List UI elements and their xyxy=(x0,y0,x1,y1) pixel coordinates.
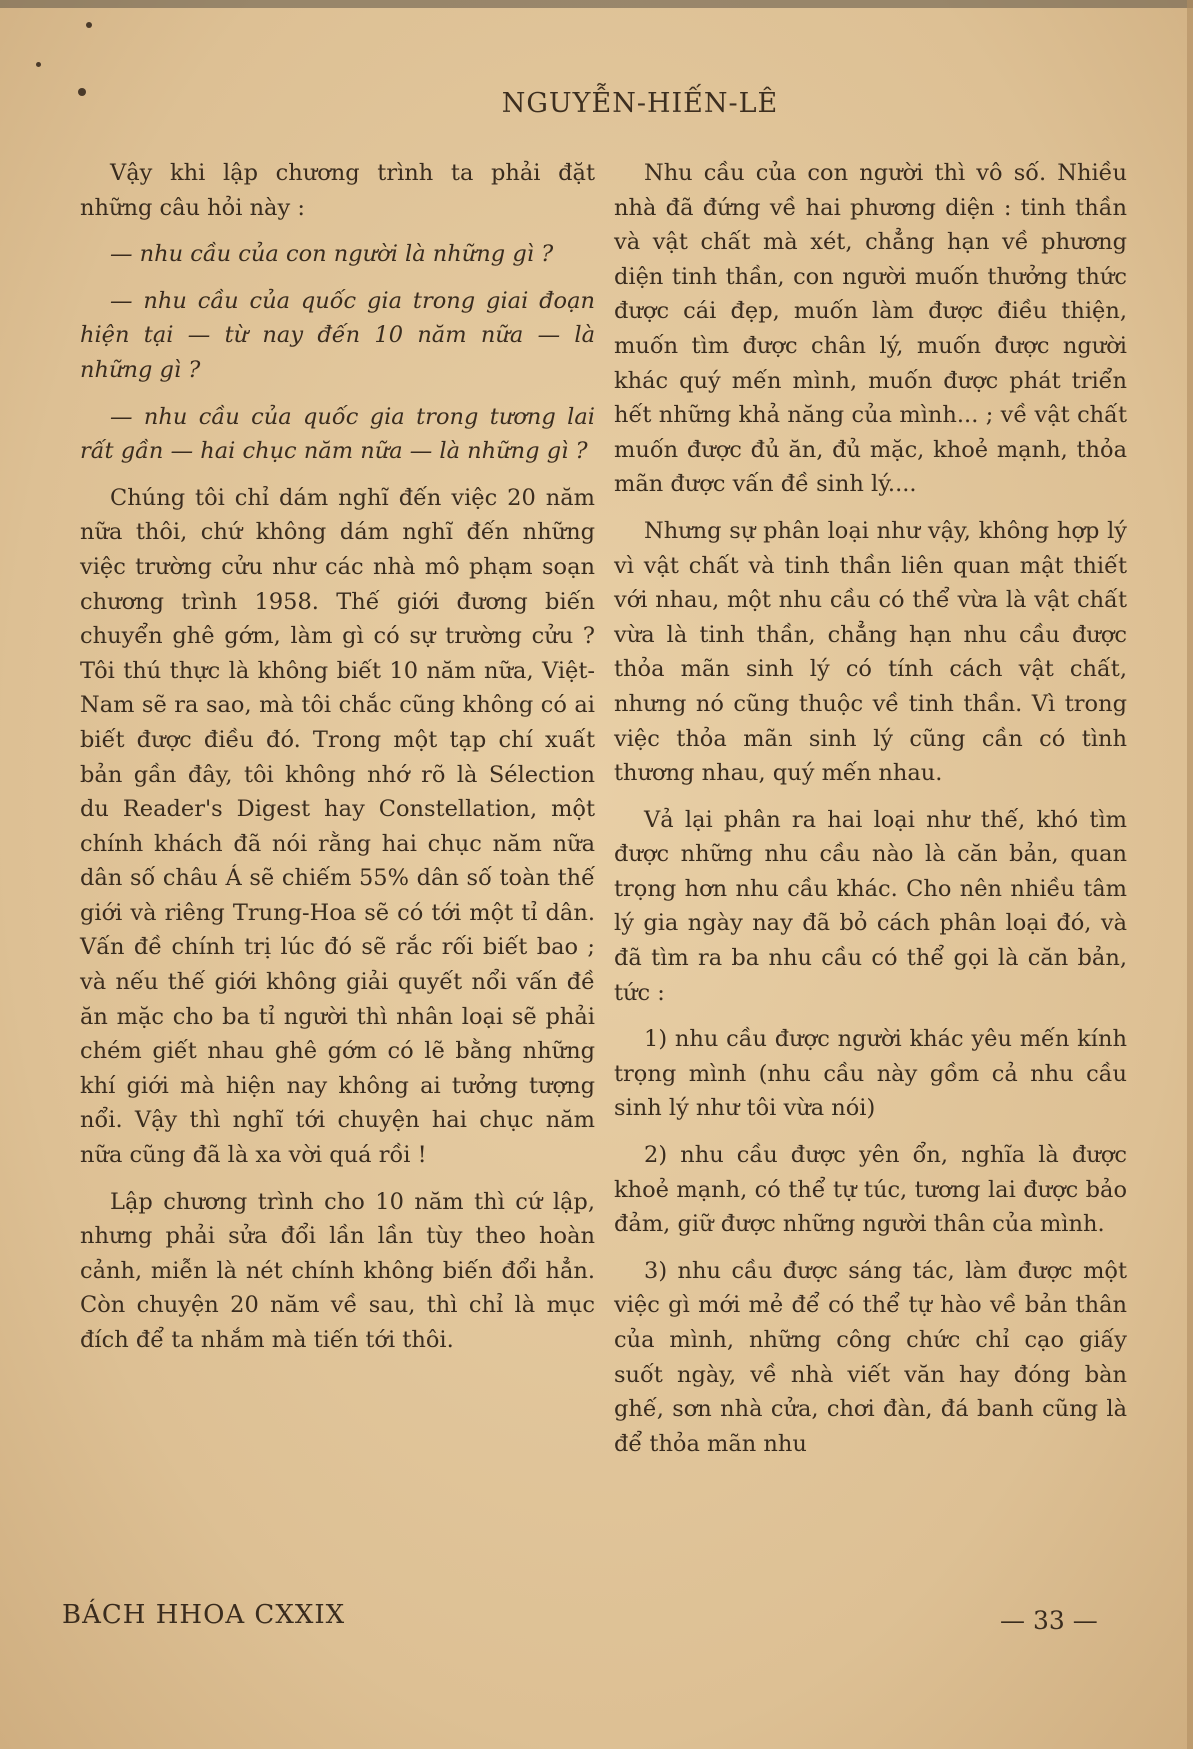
paragraph: Chúng tôi chỉ dám nghĩ đến việc 20 năm nữa thôi, chứ không dám nghĩ đến những việc trường cửu như các nhà mô phạm soạn chương trình 1958. Thế giới đương biến chuyển ghê gớm, làm gì có sự trường cửu ? Tôi thú thực là không biết 10 năm nữa, Việt-Nam sẽ ra sao, mà tôi chắc cũng không có ai biết được điều đó. Trong một tạp chí xuất bản gần đây, tôi không nhớ rõ là Sélection du Reader's Digest hay Constellation, một chính khách đã nói rằng hai chục năm nữa dân số châu Á sẽ chiếm 55% dân số toàn thế giới và riêng Trung-Hoa sẽ có tới một tỉ dân. Vấn đề chính trị lúc đó sẽ rắc rối biết bao ; và nếu thế giới không giải quyết nổi vấn đề ăn mặc cho ba tỉ người thì nhân loại sẽ phải chém giết nhau ghê gớm có lẽ bằng những khí giới mà hiện nay không ai tưởng tượng nổi. Vậy thì nghĩ tới chuyện hai chục năm nữa cũng đã là xa vời quá rồi ! xyxy=(80,484,595,1169)
footer-page-number: — 33 — xyxy=(1000,1606,1098,1635)
paragraph: — nhu cầu của quốc gia trong giai đoạn hiện tại — từ nay đến 10 năm nữa — là những gì ? xyxy=(80,287,595,383)
page-right-edge xyxy=(1187,0,1193,1749)
footer-magazine-issue: BÁCH HHOA CXXIX xyxy=(62,1600,346,1630)
paragraph: Nhưng sự phân loại như vậy, không hợp lý vì vật chất và tinh thần liên quan mật thiết với nhau, một nhu cầu có thể vừa là vật chất vừa là tinh thần, chẳng hạn nhu cầu được thỏa mãn sinh lý có tính cách vật chất, nhưng nó cũng thuộc về tinh thần. Vì trong việc thỏa mãn sinh lý cũng cần có tình thương nhau, quý mến nhau. xyxy=(614,517,1127,787)
paragraph: 2) nhu cầu được yên ổn, nghĩa là được khoẻ mạnh, có thể tự túc, tương lai được bảo đảm, giữ được những người thân của mình. xyxy=(614,1142,1127,1238)
paragraph: Vậy khi lập chương trình ta phải đặt những câu hỏi này : xyxy=(80,160,595,221)
paragraph: — nhu cầu của con người là những gì ? xyxy=(110,241,554,268)
paragraph: 3) nhu cầu được sáng tác, làm được một việc gì mới mẻ để có thể tự hào về bản thân của mình, những công chức chỉ cạo giấy suốt ngày, về nhà viết văn hay đóng bàn ghế, sơn nhà cửa, chơi đàn, đá banh cũng là để thỏa mãn nhu xyxy=(614,1257,1127,1457)
ink-speck xyxy=(86,22,92,28)
left-column xyxy=(80,156,595,1370)
paragraph: — nhu cầu của quốc gia trong tương lai rất gần — hai chục năm nữa — là những gì ? xyxy=(80,403,595,465)
page-header-author: NGUYỄN-HIẾN-LÊ xyxy=(501,88,779,119)
ink-speck xyxy=(78,88,86,96)
paragraph: Vả lại phân ra hai loại như thế, khó tìm được những nhu cầu nào là căn bản, quan trọng hơn nhu cầu khác. Cho nên nhiều tâm lý gia ngày nay đã bỏ cách phân loại đó, và đã tìm ra ba nhu cầu có thể gọi là căn bản, tức : xyxy=(614,806,1127,1006)
paragraph: Lập chương trình cho 10 năm thì cứ lập, nhưng phải sửa đổi lần lần tùy theo hoàn cảnh, miễn là nét chính không biến đổi hẳn. Còn chuyện 20 năm về sau, thì chỉ là mục đích để ta nhắm mà tiến tới thôi. xyxy=(80,1188,595,1353)
paragraph: Nhu cầu của con người thì vô số. Nhiều nhà đã đứng về hai phương diện : tinh thần và vật chất mà xét, chẳng hạn về phương diện tinh thần, con người muốn thưởng thức được cái đẹp, muốn làm được điều thiện, muốn tìm được chân lý, muốn được người khác quý mến mình, muốn được phát triển hết những khả năng của mình... ; về vật chất muốn được đủ ăn, đủ mặc, khoẻ mạnh, thỏa mãn được vấn đề sinh lý.... xyxy=(614,160,1127,498)
page-top-edge xyxy=(0,0,1193,8)
ink-speck xyxy=(36,62,41,67)
paragraph: 1) nhu cầu được người khác yêu mến kính trọng mình (nhu cầu này gồm cả nhu cầu sinh lý như tôi vừa nói) xyxy=(614,1026,1127,1122)
right-column xyxy=(614,156,1127,1473)
